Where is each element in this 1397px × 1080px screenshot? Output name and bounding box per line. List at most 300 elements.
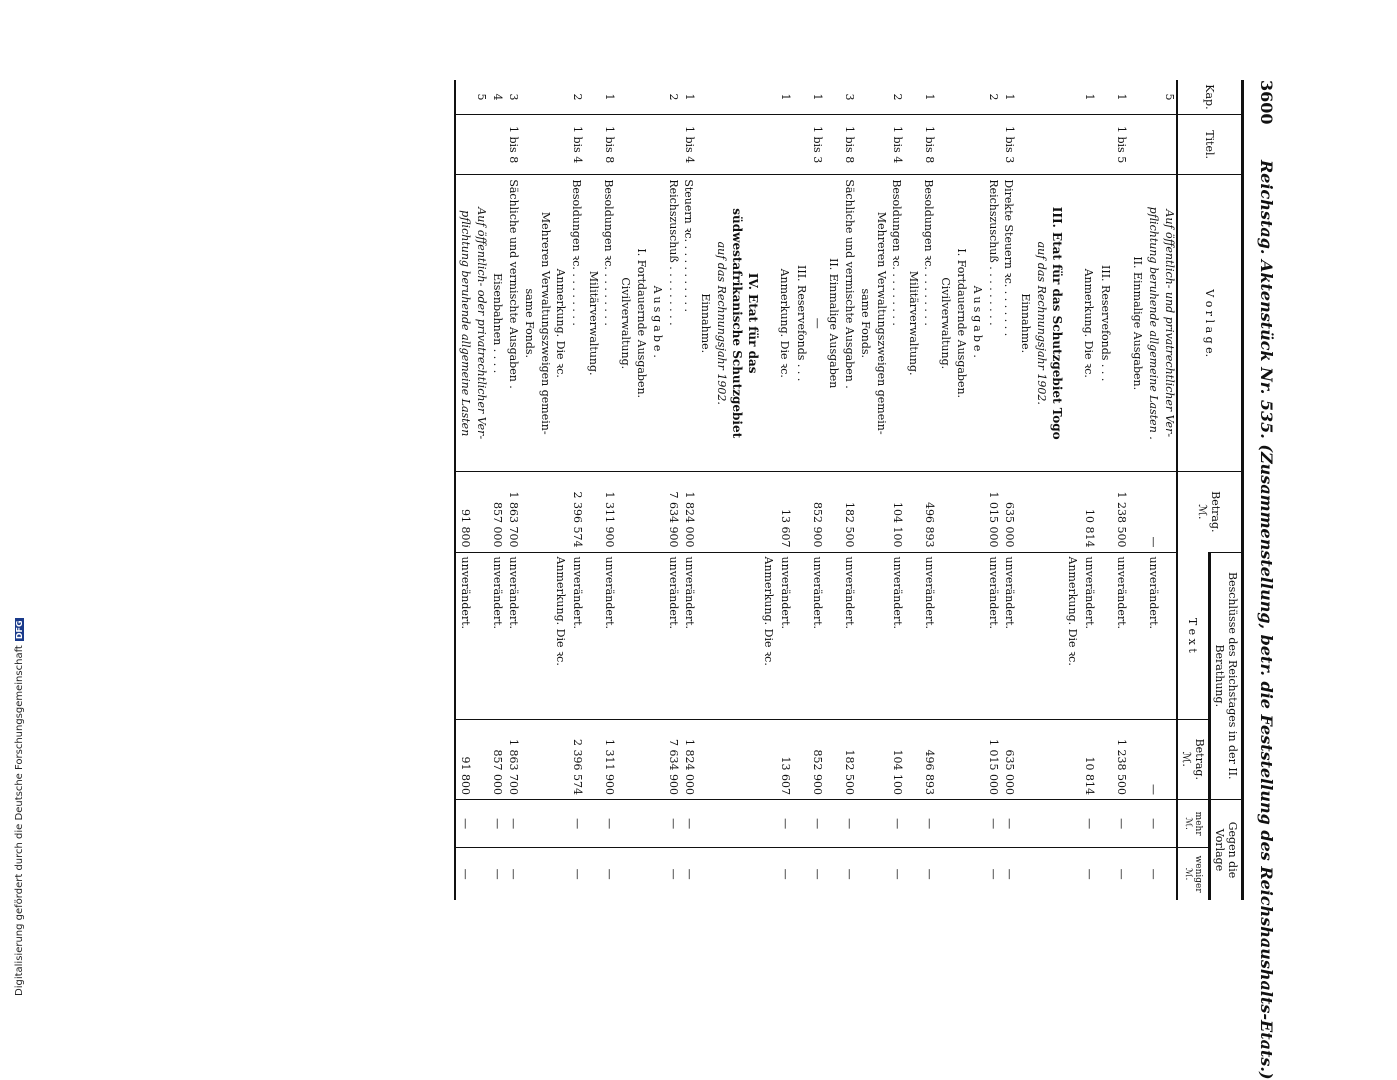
weniger-cell	[632, 848, 648, 900]
table-row	[664, 80, 680, 900]
beschluss-text-cell: unverändert.	[488, 552, 504, 719]
titel-cell	[552, 114, 568, 174]
vorlage-text-cell: Auf öffentlich- oder privatrechtlicher Ver-	[472, 175, 488, 472]
weniger-cell	[824, 848, 840, 900]
titel-cell	[632, 114, 648, 174]
titel-cell	[728, 114, 744, 174]
vorlage-text-cell: III. Reservefonds . . .	[792, 175, 808, 472]
beschluss-text-cell	[632, 552, 648, 719]
vorlage-text-cell: Auf öffentlich- und privatrechtlicher Ver-	[1160, 175, 1177, 472]
kap-cell	[520, 80, 536, 114]
kap-cell	[792, 80, 808, 114]
titel-cell	[952, 114, 968, 174]
vorlage-amount-cell	[712, 472, 728, 552]
vorlage-amount-cell	[760, 472, 776, 552]
mehr-cell: —	[1144, 799, 1160, 847]
beschluss-text-cell: unverändert.	[664, 552, 680, 719]
vorlage-amount-cell	[824, 472, 840, 552]
kap-cell	[824, 80, 840, 114]
table-row	[1000, 80, 1016, 900]
page-title: Reichstag. Aktenstück Nr. 535. (Zusammenstellung, betr. die Feststellung des Reichshaushalts-Etats.)	[1257, 160, 1276, 1080]
kap-cell	[1016, 80, 1032, 114]
beschluss-amount-cell	[536, 719, 552, 799]
vorlage-amount-cell: 1 015 000	[984, 472, 1000, 552]
mehr-cell: —	[600, 799, 616, 847]
header-betrag2-label: Betrag.	[1193, 738, 1206, 780]
vorlage-text-cell: Einnahme.	[696, 175, 712, 472]
vorlage-amount-cell: 496 893	[920, 472, 936, 552]
table-row	[680, 80, 696, 900]
vorlage-text-cell: Direkte Steuern ꝛc. . . . . . . .	[1000, 175, 1016, 472]
titel-cell	[904, 114, 920, 174]
vorlage-amount-cell	[1160, 472, 1177, 552]
table-row	[472, 80, 488, 900]
table-row	[984, 80, 1000, 900]
kap-cell: 2	[667, 93, 680, 101]
titel-cell: 1 bis 4	[568, 114, 584, 174]
table-row	[1048, 80, 1064, 900]
table-row	[520, 80, 536, 900]
kap-cell: 4	[491, 93, 504, 101]
mehr-cell: —	[1080, 799, 1096, 847]
beschluss-amount-cell	[1016, 719, 1032, 799]
mehr-cell: —	[984, 799, 1000, 847]
kap-cell	[536, 80, 552, 114]
kap-cell	[584, 80, 600, 114]
vorlage-amount-cell	[936, 472, 952, 552]
titel-cell	[968, 114, 984, 174]
titel-cell	[856, 114, 872, 174]
vorlage-amount-cell: 857 000	[488, 472, 504, 552]
header-text: T e x t	[1177, 552, 1210, 719]
header-titel: Titel.	[1177, 114, 1243, 174]
table-row	[872, 80, 888, 900]
mehr-cell	[952, 799, 968, 847]
weniger-cell	[520, 848, 536, 900]
weniger-cell: —	[1112, 848, 1128, 900]
beschluss-text-cell	[904, 552, 920, 719]
titel-cell	[984, 114, 1000, 174]
header-betrag-label: Betrag.	[1209, 491, 1223, 533]
kap-cell	[552, 80, 568, 114]
table-row	[744, 80, 760, 900]
table-row	[712, 80, 728, 900]
titel-cell	[455, 114, 472, 174]
vorlage-amount-cell	[1128, 472, 1144, 552]
table-row	[952, 80, 968, 900]
mehr-cell	[536, 799, 552, 847]
vorlage-amount-cell	[1016, 472, 1032, 552]
vorlage-text-cell: Besoldungen ꝛc. . . . . . . . .	[888, 175, 904, 472]
beschluss-text-cell	[1160, 552, 1177, 719]
vorlage-text-cell: Besoldungen ꝛc. . . . . . . . .	[568, 175, 584, 472]
vorlage-text-cell: Steuern ꝛc. . . . . . . . . . .	[680, 175, 696, 472]
header-kap: Kap.	[1177, 80, 1243, 114]
beschluss-amount-cell	[712, 719, 728, 799]
vorlage-amount-cell: 635 000	[1000, 472, 1016, 552]
beschluss-text-cell	[712, 552, 728, 719]
vorlage-text-cell: Sächliche und vermischte Ausgaben .	[840, 175, 856, 472]
kap-cell	[1144, 80, 1160, 114]
vorlage-amount-cell	[472, 472, 488, 552]
header-vorlage: V o r l a g e.	[1177, 175, 1243, 472]
beschluss-amount-cell: 1 824 000	[680, 719, 696, 799]
mehr-cell	[472, 799, 488, 847]
mehr-cell	[760, 799, 776, 847]
beschluss-text-cell	[1016, 552, 1032, 719]
kap-cell: 2	[987, 93, 1000, 101]
vorlage-text-cell: I. Fortdauernde Ausgaben.	[952, 175, 968, 472]
weniger-cell	[744, 848, 760, 900]
vorlage-text-cell	[1112, 175, 1128, 472]
vorlage-text-cell: Militärverwaltung.	[904, 175, 920, 472]
vorlage-text-cell: Civilverwaltung.	[616, 175, 632, 472]
mehr-cell	[616, 799, 632, 847]
table-row	[840, 80, 856, 900]
vorlage-amount-cell	[744, 472, 760, 552]
kap-cell: 1	[603, 93, 616, 101]
titel-cell	[584, 114, 600, 174]
kap-cell: 2	[891, 93, 904, 101]
beschluss-amount-cell	[472, 719, 488, 799]
table-header-row	[1210, 80, 1243, 900]
table-row	[920, 80, 936, 900]
beschluss-amount-cell	[1096, 719, 1112, 799]
beschluss-text-cell	[696, 552, 712, 719]
kap-cell: 1	[683, 93, 696, 101]
mehr-cell	[632, 799, 648, 847]
table-row	[1160, 80, 1177, 900]
vorlage-text-cell: II. Einmalige Ausgaben.	[1128, 175, 1144, 472]
kap-cell	[696, 80, 712, 114]
header-mehr-unit: ℳ.	[1183, 817, 1193, 830]
table-row	[584, 80, 600, 900]
beschluss-text-cell: unverändert.	[1144, 552, 1160, 719]
titel-cell: 1 bis 8	[504, 114, 520, 174]
mehr-cell: —	[488, 799, 504, 847]
kap-cell: 1	[1003, 93, 1016, 101]
beschluss-amount-cell	[872, 719, 888, 799]
weniger-cell	[1064, 848, 1080, 900]
beschluss-amount-cell: 91 800	[455, 719, 472, 799]
header-beschluesse: Beschlüsse des Reichstages in der II. Berathung.	[1210, 552, 1243, 799]
beschluss-text-cell: unverändert.	[776, 552, 792, 719]
table-row	[792, 80, 808, 900]
beschluss-text-cell: unverändert.	[455, 552, 472, 719]
beschluss-amount-cell	[824, 719, 840, 799]
beschluss-amount-cell	[584, 719, 600, 799]
vorlage-text-cell: Sächliche und vermischte Ausgaben .	[504, 175, 520, 472]
beschluss-amount-cell	[904, 719, 920, 799]
titel-cell	[520, 114, 536, 174]
table-body	[455, 80, 1177, 900]
vorlage-text-cell: III. Etat für das Schutzgebiet Togo	[1048, 175, 1064, 472]
kap-cell	[856, 80, 872, 114]
titel-cell	[1160, 114, 1177, 174]
vorlage-text-cell: Mehreren Verwaltungszweigen gemein-	[872, 175, 888, 472]
mehr-cell	[856, 799, 872, 847]
vorlage-text-cell: same Fonds.	[856, 175, 872, 472]
vorlage-amount-cell: 1 824 000	[680, 472, 696, 552]
mehr-cell: —	[568, 799, 584, 847]
weniger-cell: —	[840, 848, 856, 900]
kap-cell: 5	[1163, 93, 1176, 101]
beschluss-amount-cell	[632, 719, 648, 799]
vorlage-text-cell: I. Fortdauernde Ausgaben.	[632, 175, 648, 472]
header-weniger	[1177, 848, 1210, 900]
beschluss-amount-cell	[856, 719, 872, 799]
beschluss-text-cell	[616, 552, 632, 719]
kap-cell	[648, 80, 664, 114]
beschluss-text-cell: unverändert.	[680, 552, 696, 719]
titel-cell: 1 bis 4	[680, 114, 696, 174]
kap-cell	[936, 80, 952, 114]
beschluss-text-cell	[856, 552, 872, 719]
beschluss-amount-cell: 10 814	[1080, 719, 1096, 799]
table-row	[856, 80, 872, 900]
beschluss-amount-cell: 182 500	[840, 719, 856, 799]
kap-cell	[712, 80, 728, 114]
weniger-cell	[1048, 848, 1064, 900]
vorlage-amount-cell	[968, 472, 984, 552]
weniger-cell: —	[568, 848, 584, 900]
mehr-cell	[552, 799, 568, 847]
kap-cell	[455, 80, 472, 114]
weniger-cell	[472, 848, 488, 900]
beschluss-amount-cell: 104 100	[888, 719, 904, 799]
beschluss-amount-cell	[520, 719, 536, 799]
titel-cell	[536, 114, 552, 174]
table-row	[936, 80, 952, 900]
weniger-cell: —	[680, 848, 696, 900]
titel-cell	[648, 114, 664, 174]
table-row	[552, 80, 568, 900]
kap-cell: 1	[1083, 93, 1096, 101]
beschluss-amount-cell	[792, 719, 808, 799]
beschluss-text-cell	[1032, 552, 1048, 719]
beschluss-amount-cell: 13 607	[776, 719, 792, 799]
beschluss-amount-cell: 7 634 900	[664, 719, 680, 799]
mehr-cell	[1032, 799, 1048, 847]
beschluss-amount-cell: 1 311 900	[600, 719, 616, 799]
dfg-logo-icon: DFG	[15, 620, 24, 640]
vorlage-text-cell: Militärverwaltung.	[584, 175, 600, 472]
kap-cell: 3	[507, 93, 520, 101]
mehr-cell: —	[664, 799, 680, 847]
table-row	[808, 80, 824, 900]
vorlage-amount-cell	[520, 472, 536, 552]
vorlage-text-cell: pflichtung beruhende allgemeine Lasten .	[1144, 175, 1160, 472]
beschluss-text-cell	[936, 552, 952, 719]
titel-cell	[776, 114, 792, 174]
vorlage-text-cell: III. Reservefonds . . .	[1096, 175, 1112, 472]
weniger-cell	[1096, 848, 1112, 900]
vorlage-amount-cell: —	[1144, 472, 1160, 552]
vorlage-amount-cell	[616, 472, 632, 552]
beschluss-amount-cell	[616, 719, 632, 799]
weniger-cell	[1032, 848, 1048, 900]
vorlage-amount-cell: 91 800	[455, 472, 472, 552]
weniger-cell	[872, 848, 888, 900]
beschluss-text-cell	[648, 552, 664, 719]
mehr-cell	[712, 799, 728, 847]
mehr-cell	[696, 799, 712, 847]
mehr-cell	[1064, 799, 1080, 847]
vorlage-text-cell: Ausgabe.	[968, 175, 984, 472]
kap-cell	[632, 80, 648, 114]
titel-cell	[472, 114, 488, 174]
beschluss-amount-cell	[648, 719, 664, 799]
weniger-cell: —	[1000, 848, 1016, 900]
weniger-cell	[792, 848, 808, 900]
vorlage-amount-cell: 7 634 900	[664, 472, 680, 552]
header-weniger-label: weniger	[1193, 855, 1203, 893]
beschluss-text-cell: unverändert.	[1000, 552, 1016, 719]
mehr-cell: —	[1112, 799, 1128, 847]
vorlage-amount-cell: 10 814	[1080, 472, 1096, 552]
titel-cell: 1 bis 3	[1000, 114, 1016, 174]
mehr-cell	[824, 799, 840, 847]
table-row	[1112, 80, 1128, 900]
beschluss-text-cell	[968, 552, 984, 719]
titel-cell	[1144, 114, 1160, 174]
table-row	[536, 80, 552, 900]
table-row	[488, 80, 504, 900]
vorlage-text-cell: Eisenbahnen . . . .	[488, 175, 504, 472]
vorlage-amount-cell: 1 863 700	[504, 472, 520, 552]
vorlage-amount-cell: 182 500	[840, 472, 856, 552]
beschluss-text-cell	[1096, 552, 1112, 719]
kap-cell	[728, 80, 744, 114]
vorlage-text-cell	[1064, 175, 1080, 472]
kap-cell: 3	[843, 93, 856, 101]
weniger-cell	[1128, 848, 1144, 900]
vorlage-text-cell: Reichszuschuß . . . . . . . . .	[984, 175, 1000, 472]
beschluss-amount-cell: 852 900	[808, 719, 824, 799]
titel-cell	[712, 114, 728, 174]
vorlage-text-cell: auf das Rechnungsjahr 1902.	[1032, 175, 1048, 472]
table-row	[1016, 80, 1032, 900]
mehr-cell	[1128, 799, 1144, 847]
vorlage-amount-cell	[648, 472, 664, 552]
mehr-cell	[1048, 799, 1064, 847]
kap-cell	[760, 80, 776, 114]
mehr-cell: —	[888, 799, 904, 847]
vorlage-amount-cell	[1048, 472, 1064, 552]
kap-cell: 5	[475, 93, 488, 101]
table-row	[600, 80, 616, 900]
beschluss-text-cell	[952, 552, 968, 719]
scanned-page	[100, 80, 1280, 1080]
titel-cell: 1 bis 8	[600, 114, 616, 174]
vorlage-text-cell: —	[808, 175, 824, 472]
vorlage-text-cell	[760, 175, 776, 472]
titel-cell: 1 bis 8	[920, 114, 936, 174]
weniger-cell	[760, 848, 776, 900]
kap-cell	[872, 80, 888, 114]
mehr-cell	[648, 799, 664, 847]
header-betrag2-unit: ℳ.	[1180, 751, 1193, 767]
table-row	[504, 80, 520, 900]
kap-cell: 1	[811, 93, 824, 101]
vorlage-amount-cell	[632, 472, 648, 552]
vorlage-text-cell: IV. Etat für das	[744, 175, 760, 472]
vorlage-amount-cell	[536, 472, 552, 552]
kap-cell: 1	[923, 93, 936, 101]
page-number: 3600	[1257, 80, 1276, 125]
weniger-cell: —	[455, 848, 472, 900]
weniger-cell	[856, 848, 872, 900]
mehr-cell: —	[504, 799, 520, 847]
vorlage-text-cell: Civilverwaltung.	[936, 175, 952, 472]
kap-cell	[1096, 80, 1112, 114]
table-row	[968, 80, 984, 900]
vorlage-amount-cell	[1096, 472, 1112, 552]
weniger-cell	[1016, 848, 1032, 900]
weniger-cell: —	[984, 848, 1000, 900]
kap-cell	[1064, 80, 1080, 114]
weniger-cell	[648, 848, 664, 900]
kap-cell: 1	[779, 93, 792, 101]
beschluss-amount-cell	[744, 719, 760, 799]
budget-table	[454, 80, 1244, 900]
titel-cell	[1080, 114, 1096, 174]
titel-cell	[1016, 114, 1032, 174]
vorlage-amount-cell	[952, 472, 968, 552]
weniger-cell	[584, 848, 600, 900]
kap-cell: 2	[571, 93, 584, 101]
titel-cell: 1 bis 4	[888, 114, 904, 174]
beschluss-amount-cell	[952, 719, 968, 799]
table-row	[648, 80, 664, 900]
beschluss-amount-cell	[936, 719, 952, 799]
beschluss-text-cell: Anmerkung. Die ꝛc.	[760, 552, 776, 719]
vorlage-text-cell: Reichszuschuß . . . . . . . . .	[664, 175, 680, 472]
vorlage-amount-cell	[584, 472, 600, 552]
mehr-cell: —	[808, 799, 824, 847]
table-row	[1032, 80, 1048, 900]
vorlage-amount-cell	[696, 472, 712, 552]
vorlage-amount-cell: 1 238 500	[1112, 472, 1128, 552]
vorlage-amount-cell	[856, 472, 872, 552]
table-row	[888, 80, 904, 900]
table-row	[760, 80, 776, 900]
weniger-cell	[952, 848, 968, 900]
titel-cell	[1032, 114, 1048, 174]
weniger-cell: —	[488, 848, 504, 900]
mehr-cell	[872, 799, 888, 847]
titel-cell	[1128, 114, 1144, 174]
beschluss-amount-cell: —	[1144, 719, 1160, 799]
vorlage-amount-cell: 13 607	[776, 472, 792, 552]
beschluss-amount-cell: 1 015 000	[984, 719, 1000, 799]
table-row	[728, 80, 744, 900]
mehr-cell	[584, 799, 600, 847]
table-row	[1144, 80, 1160, 900]
beschluss-text-cell	[792, 552, 808, 719]
page-header	[1250, 80, 1280, 1080]
mehr-cell	[1160, 799, 1177, 847]
titel-cell	[872, 114, 888, 174]
vorlage-amount-cell: 852 900	[808, 472, 824, 552]
vorlage-text-cell: Anmerkung. Die ꝛc.	[776, 175, 792, 472]
kap-cell	[1032, 80, 1048, 114]
weniger-cell	[712, 848, 728, 900]
vorlage-amount-cell	[872, 472, 888, 552]
table-row	[568, 80, 584, 900]
weniger-cell	[904, 848, 920, 900]
beschluss-amount-cell	[696, 719, 712, 799]
